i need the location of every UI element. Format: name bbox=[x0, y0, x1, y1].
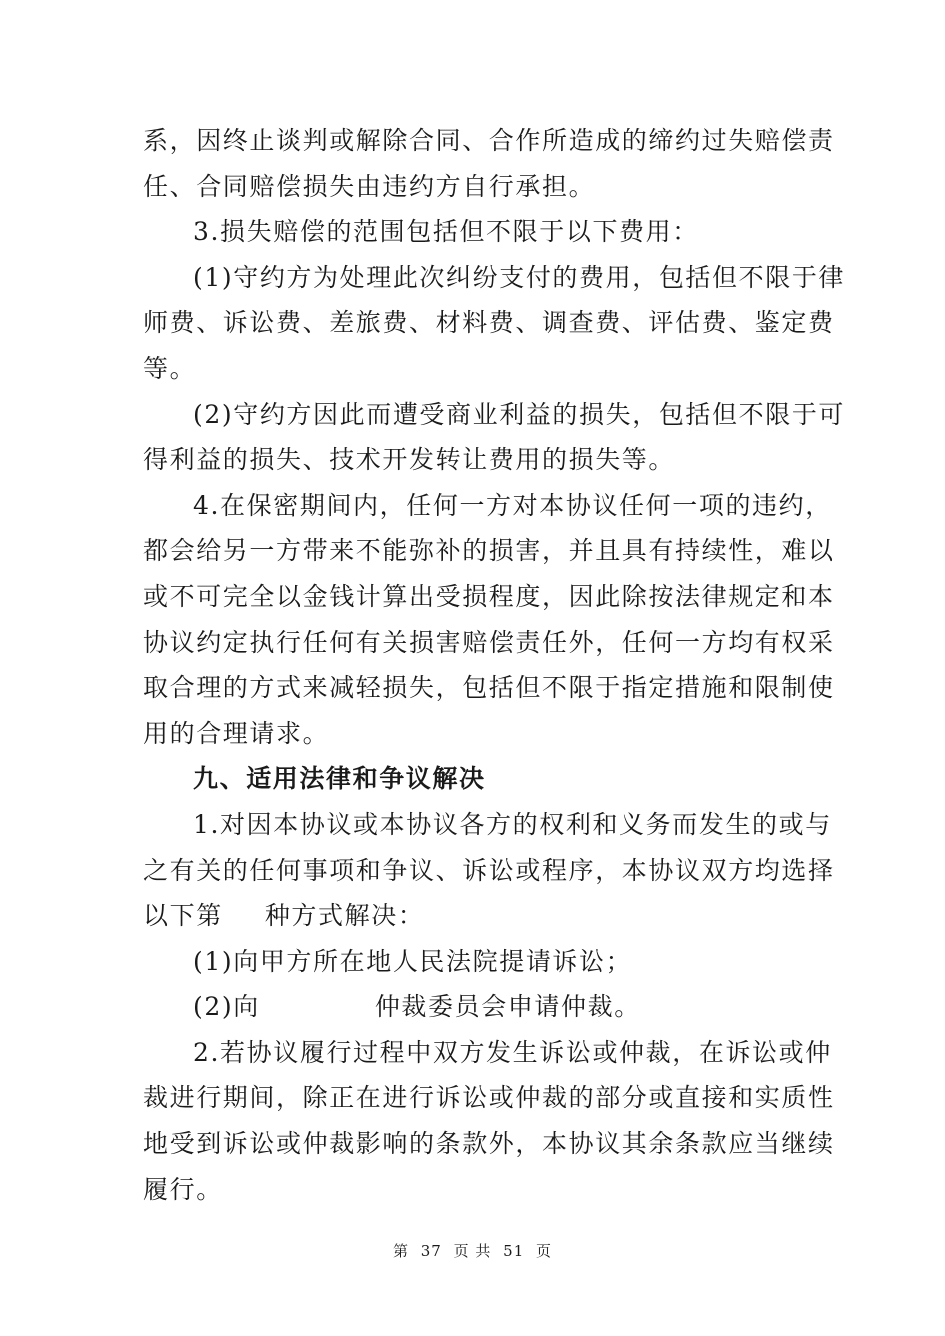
paragraph-line: 2.若协议履行过程中双方发生诉讼或仲裁，在诉讼或仲 bbox=[193, 1037, 832, 1067]
footer-middle: 页 共 bbox=[453, 1242, 492, 1260]
section-heading: 九、适用法律和争议解决 bbox=[193, 764, 486, 794]
paragraph-line: 任、合同赔偿损失由违约方自行承担。 bbox=[143, 171, 596, 201]
paragraph-line: 得利益的损失、技术开发转让费用的损失等。 bbox=[143, 445, 676, 475]
paragraph-line: 3.损失赔偿的范围包括但不限于以下费用： bbox=[193, 217, 699, 247]
footer-prefix: 第 bbox=[392, 1242, 409, 1260]
paragraph-line: (1)守约方为处理此次纠纷支付的费用，包括但不限于律 bbox=[193, 262, 846, 292]
paragraph-line: 或不可完全以金钱计算出受损程度，因此除按法律规定和本 bbox=[143, 581, 835, 611]
paragraph-line: 系，因终止谈判或解除合同、合作所造成的缔约过失赔偿责 bbox=[143, 126, 835, 155]
paragraph-line: 之有关的任何事项和争议、诉讼或程序，本协议双方均选择 bbox=[143, 855, 835, 885]
option-1-line: (1)向甲方所在地人民法院提请诉讼； bbox=[193, 946, 633, 976]
choice-line-before: 以下第 bbox=[143, 901, 223, 931]
choice-line-after: 种方式解决： bbox=[264, 901, 425, 931]
paragraph-line: 等。 bbox=[143, 353, 197, 383]
paragraph-line: 裁进行期间，除正在进行诉讼或仲裁的部分或直接和实质性 bbox=[143, 1083, 835, 1113]
current-page-number: 37 bbox=[420, 1242, 442, 1260]
paragraph-line: 1.对因本协议或本协议各方的权利和义务而发生的或与 bbox=[193, 809, 832, 839]
paragraph-line: 师费、诉讼费、差旅费、材料费、调查费、评估费、鉴定费 bbox=[143, 308, 835, 338]
choice-line bbox=[143, 893, 803, 939]
paragraph-line: (2)守约方因此而遭受商业利益的损失，包括但不限于可 bbox=[193, 399, 846, 429]
document-body bbox=[143, 118, 846, 1212]
paragraph-line: 用的合理请求。 bbox=[143, 718, 330, 748]
paragraph-line: 4.在保密期间内，任何一方对本协议任何一项的违约， bbox=[193, 490, 832, 520]
option-2-after: 仲裁委员会申请仲裁。 bbox=[374, 992, 641, 1022]
option-2-before: (2)向 bbox=[193, 992, 260, 1022]
option-2-line bbox=[143, 984, 803, 1030]
paragraph-line: 协议约定执行任何有关损害赔偿责任外，任何一方均有权采 bbox=[143, 627, 835, 657]
paragraph-line: 履行。 bbox=[143, 1174, 223, 1204]
paragraph-line: 都会给另一方带来不能弥补的损害，并且具有持续性，难以 bbox=[143, 536, 835, 566]
paragraph-line: 取合理的方式来减轻损失，包括但不限于指定措施和限制使 bbox=[143, 673, 835, 703]
total-pages-number: 51 bbox=[503, 1242, 525, 1260]
paragraph-line: 地受到诉讼或仲裁影响的条款外，本协议其余条款应当继续 bbox=[143, 1129, 835, 1159]
footer-suffix: 页 bbox=[536, 1242, 553, 1260]
page-footer bbox=[0, 1240, 945, 1261]
